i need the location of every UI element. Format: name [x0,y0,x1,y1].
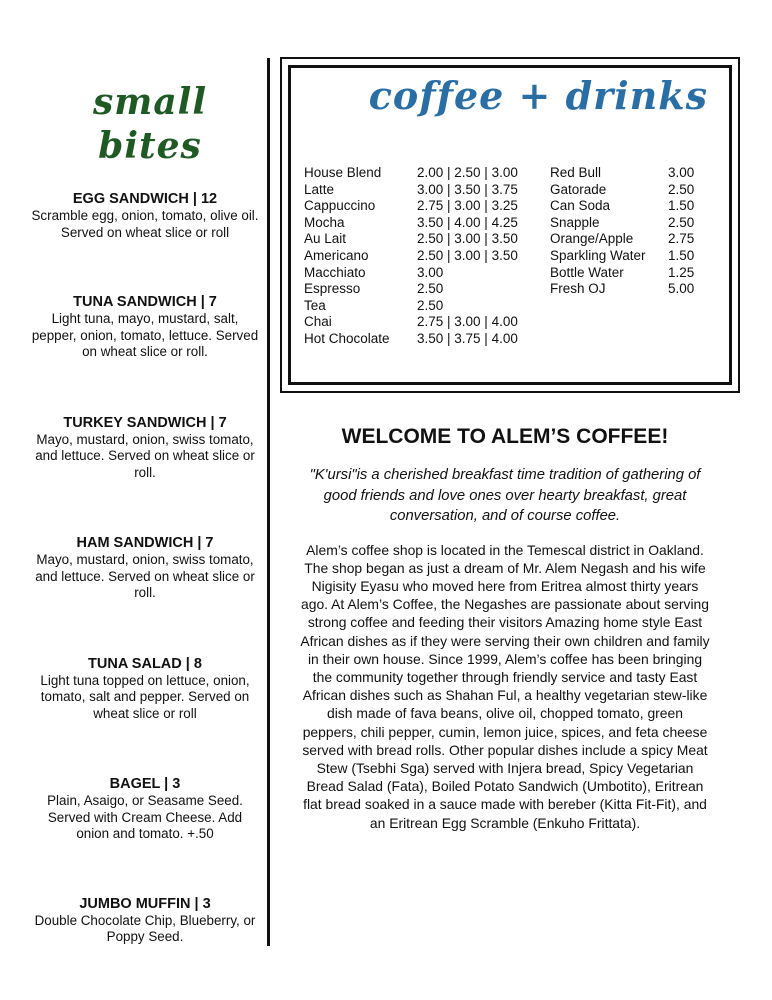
coffee-drink-name: Espresso [304,281,361,297]
other-drink-name: Can Soda [550,198,611,214]
other-drink-name: Orange/Apple [550,231,634,247]
other-drink-price: 2.50 [668,181,695,197]
coffee-drink-price: 3.50 | 3.75 | 4.00 [417,331,518,346]
coffee-drink-price: 2.50 [417,297,444,313]
small-bite-item [30,293,260,361]
coffee-drink-name: Macchiato [304,264,366,280]
small-bite-title: JUMBO MUFFIN | 3 [79,895,211,912]
other-drink-price: 2.50 [668,214,695,230]
small-bite-title: TUNA SANDWICH | 7 [73,294,217,310]
welcome-body: Alem’s coffee shop is located in the Temescal district in Oakland. The shop began as just a dream of Mr. Alem Negash and his wife Nigisity Eyasu who moved here from Eritrea almost thirty years ago. At Alem’s Coffee, the Negashes are passionate about serving strong coffee and feeding their visitors Amazing home style East African dishes as if they were serving their own children and family in their own house. Since 1999, Alem’s coffee has been bringing the community together through friendly service and tasty East African dishes such as Shahan Ful, a healthy vegetarian stew-like dish made of fava beans, olive oil, chopped tomato, green peppers, chili pepper, cumin, lemon juice, spices, and feta cheese served with bread rolls. Other popular dishes include a spicy Meat Stew (Tsebhi Sga) served with Injera bread, Spicy Vegetarian Bread Salad (Fata), Boiled Potato Sandwich (Umbotito), Eritrean flat bread soaked in a sauce made with bereber (Kitta Fit-Fit), and an Eritrean Egg Scramble (Enkuho Frittata). [300,541,710,831]
coffee-drink-price: 3.00 [417,264,444,280]
small-bite-description: Scramble egg, onion, tomato, olive oil. Served on wheat slice or roll [31,208,259,240]
small-bites-title: small bites [92,81,208,167]
other-drink-price: 1.25 [668,264,695,280]
coffee-drink-price: 2.75 | 3.00 | 3.25 [417,198,518,214]
coffee-drink-price: 3.00 | 3.50 | 3.75 [417,181,518,197]
other-drink-price: 5.00 [668,281,695,297]
other-drink-price: 1.50 [668,248,695,263]
column-divider [267,58,270,946]
coffee-drink-name: Tea [304,297,326,313]
other-drink-name: Sparkling Water [550,248,646,263]
coffee-drink-name: Cappuccino [304,198,376,214]
other-drink-price: 3.00 [668,165,695,180]
coffee-drink-name: Hot Chocolate [304,331,390,346]
other-drink-name: Bottle Water [550,264,624,280]
coffee-drink-price: 2.50 | 3.00 | 3.50 [417,231,518,247]
other-drink-name: Red Bull [550,165,602,180]
other-drink-price: 1.50 [668,198,695,214]
other-drink-name: Fresh OJ [550,281,606,297]
coffee-drink-name: Au Lait [304,231,347,247]
small-bites-column [30,80,260,946]
welcome-section [300,423,710,832]
drinks-menu-box [280,57,740,393]
small-bite-item [30,190,260,241]
drinks-title: coffee + drinks [368,73,708,118]
small-bite-item [30,414,260,482]
small-bite-item [30,775,260,843]
small-bite-description: Plain, Asaigo, or Seasame Seed. Served with Cream Cheese. Add onion and tomato. +.50 [47,793,243,841]
small-bite-title: EGG SANDWICH | 12 [72,191,218,207]
coffee-drink-name: Latte [304,181,335,197]
small-bite-description: Double Chocolate Chip, Blueberry, or Poppy Seed. [34,912,256,944]
coffee-drink-name: Americano [304,248,369,263]
small-bite-item [30,895,260,946]
coffee-drink-name: House Blend [304,165,382,180]
coffee-drink-price: 2.75 | 3.00 | 4.00 [417,314,518,330]
coffee-drink-name: Mocha [304,214,345,230]
small-bite-title: HAM SANDWICH | 7 [76,535,214,551]
small-bites-list [30,190,260,946]
small-bite-item [30,534,260,602]
other-drink-name: Gatorade [550,181,607,197]
welcome-title: WELCOME TO ALEM’S COFFEE! [341,425,669,448]
coffee-drink-price: 2.50 [417,281,444,297]
small-bite-title: TUNA SALAD | 8 [88,655,202,672]
coffee-drink-name: Chai [304,314,332,330]
small-bite-description: Light tuna, mayo, mustard, salt, pepper, onion, tomato, lettuce. Served on wheat slice or roll. [31,311,259,359]
coffee-drink-price: 2.50 | 3.00 | 3.50 [417,248,518,263]
other-drink-name: Snapple [550,214,600,230]
welcome-quote: "K'ursi"is a cherished breakfast time tradition of gathering of good friends and love ones over hearty breakfast, great conversation, and of course coffee. [309,467,701,524]
coffee-drink-price: 2.00 | 2.50 | 3.00 [417,165,518,180]
coffee-drink-price: 3.50 | 4.00 | 4.25 [417,214,518,230]
small-bite-title: TURKEY SANDWICH | 7 [63,414,227,431]
small-bite-description: Mayo, mustard, onion, swiss tomato, and lettuce. Served on wheat slice or roll. [35,552,255,600]
small-bite-title: BAGEL | 3 [109,776,181,792]
other-drink-price: 2.75 [668,231,695,247]
small-bite-description: Light tuna topped on lettuce, onion, tomato, salt and pepper. Served on wheat slice or roll [40,672,250,721]
small-bite-description: Mayo, mustard, onion, swiss tomato, and lettuce. Served on wheat slice or roll. [35,431,255,480]
small-bite-item [30,655,260,723]
